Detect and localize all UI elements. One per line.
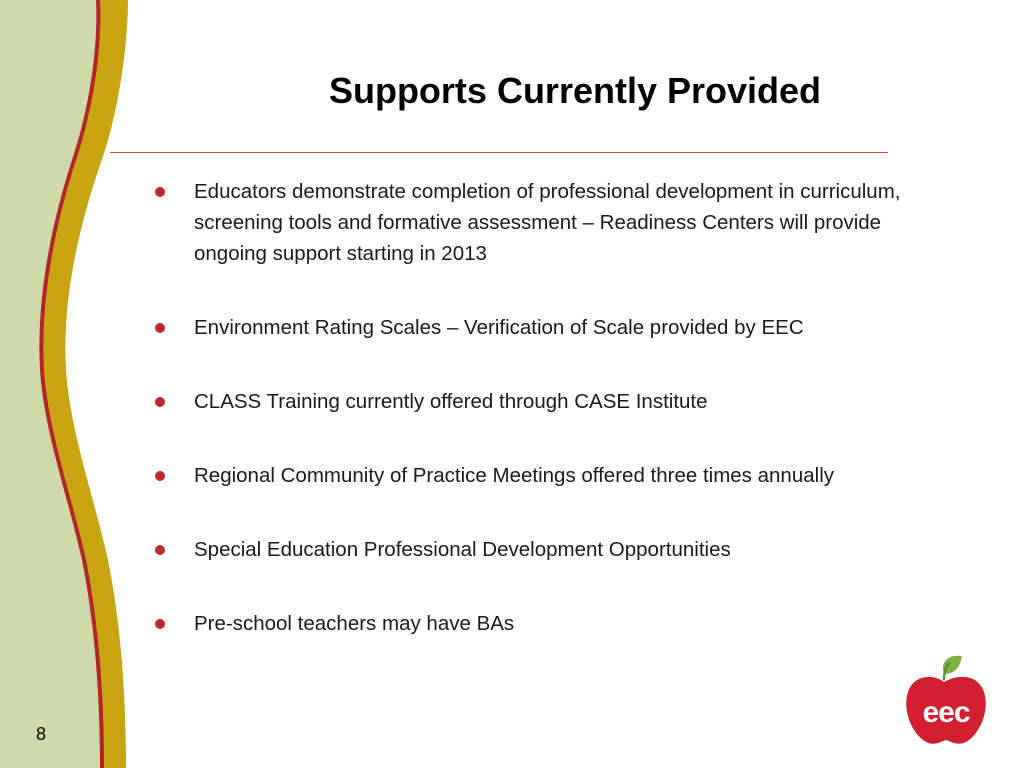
bullet-text: Regional Community of Practice Meetings offered three times annually [194,464,834,487]
bullet-dot-icon [155,323,165,333]
bullet-text: Environment Rating Scales – Verification of Scale provided by EEC [194,316,804,339]
slide-number: 8 [36,724,47,744]
bullet-dot-icon [155,545,165,555]
eec-apple-logo-icon [900,652,992,748]
bullet-text: Educators demonstrate completion of professional development in curriculum, screening tools and formative assessment – Readiness Centers will provide ongoing support starting in 2013 [194,180,901,265]
bullet-dot-icon [155,397,165,407]
bullet-dot-icon [155,187,165,197]
bullet-text: CLASS Training currently offered through CASE Institute [194,390,708,413]
bullet-text: Pre-school teachers may have BAs [194,612,515,635]
bullet-item [155,386,915,417]
decorative-wave-band [0,0,140,768]
bullet-list [155,176,915,682]
bullet-item [155,176,915,269]
bullet-item [155,608,915,639]
bullet-text: Special Education Professional Development Opportunities [194,538,731,561]
bullet-item [155,460,915,491]
title-divider [110,152,888,153]
logo-text: eec [922,696,970,729]
bullet-dot-icon [155,619,165,629]
bullet-item [155,534,915,565]
slide-title: Supports Currently Provided [328,70,822,111]
bullet-dot-icon [155,471,165,481]
bullet-item [155,312,915,343]
